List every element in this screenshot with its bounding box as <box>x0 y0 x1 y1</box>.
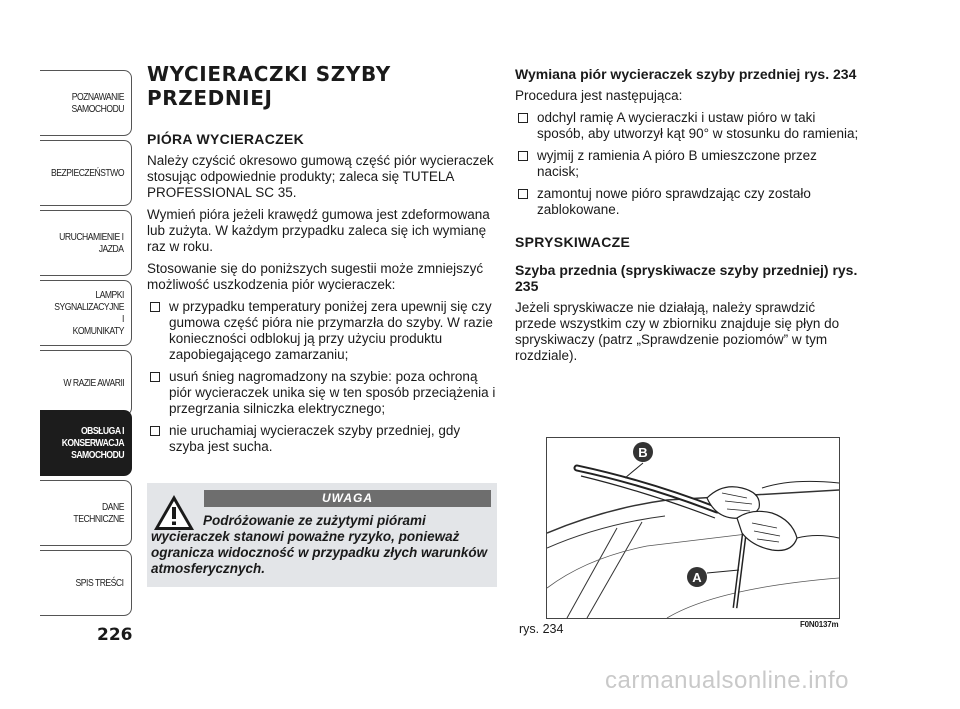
label-b: B <box>638 445 648 460</box>
warning-label: UWAGA <box>204 490 491 507</box>
tab-spis-tresci[interactable] <box>40 550 132 616</box>
subheading: Szyba przednia (spryskiwacze szyby przedniej) rys. 235 <box>515 262 858 294</box>
tab-awarii[interactable] <box>40 350 132 416</box>
tab-label: POZNAWANIE SAMOCHODU <box>71 91 124 115</box>
tab-label: DANE TECHNICZNE <box>73 501 124 525</box>
paragraph: Należy czyścić okresowo gumową część piór wycieraczek stosując odpowiednie produkty; zaleca się TUTELA PROFESSIONAL SC 35. <box>147 153 494 200</box>
tab-dane-techniczne[interactable] <box>40 480 132 546</box>
page-title: WYCIERACZKI SZYBY PRZEDNIEJ <box>147 62 391 110</box>
paragraph: Jeżeli spryskiwacze nie działają, należy sprawdzić przede wszystkim czy w zbiorniku znajduje się płyn do spryskiwaczy (patrz „Sprawdzenie poziomów” w tym rozdziale). <box>515 300 840 363</box>
tab-label: SPIS TREŚCI <box>75 577 124 589</box>
subheading: Wymiana piór wycieraczek szyby przedniej rys. 234 <box>515 66 857 82</box>
list-item: w przypadku temperatury poniżej zera upewnij się czy gumowa część pióra nie przymarzła do szyby. W razie konieczności odblokuj ją przy użyciu produktu zapobiegającego zamarzaniu; <box>147 299 497 363</box>
tab-bezpieczenstwo[interactable] <box>40 140 132 206</box>
tab-uruchamianie[interactable] <box>40 210 132 276</box>
list-item: odchyl ramię A wycieraczki i ustaw pióro w taki sposób, aby utworzył kąt 90° w stosunku do ramienia; <box>515 110 860 142</box>
tab-poznawanie[interactable] <box>40 70 132 136</box>
tab-lampki[interactable] <box>40 280 132 346</box>
right-column <box>515 66 860 370</box>
tab-label: URUCHAMIENIE I JAZDA <box>59 231 124 255</box>
warning-text: Podróżowanie ze zużytymi piórami wycieraczek stanowi poważne ryzyko, ponieważ ogranicza widoczność w przypadku złych warunków atmosferycznych. <box>151 513 488 576</box>
list-item: zamontuj nowe pióro sprawdzając czy zostało zablokowane. <box>515 186 860 218</box>
wiper-drawing <box>547 438 839 618</box>
tab-label: W RAZIE AWARII <box>63 377 124 389</box>
figure-code: F0N0137m <box>800 620 839 629</box>
label-a: A <box>692 570 702 585</box>
list-item: wyjmij z ramienia A pióro B umieszczone przez nacisk; <box>515 148 860 180</box>
left-column <box>147 62 497 461</box>
tab-label: LAMPKI SYGNALIZACYJNE I KOMUNIKATY <box>54 289 124 337</box>
figure-wiper-illustration <box>546 437 840 619</box>
warning-box <box>147 483 497 587</box>
paragraph: Wymień pióra jeżeli krawędź gumowa jest zdeformowana lub zużyta. W każdym przypadku zaleca się ich wymianę raz w roku. <box>147 207 490 254</box>
paragraph: Stosowanie się do poniższych sugestii może zmniejszyć możliwość uszkodzenia piór wycieraczek: <box>147 261 484 292</box>
bullet-list <box>515 110 860 218</box>
tab-obsluga[interactable] <box>40 410 132 476</box>
list-item: usuń śnieg nagromadzony na szybie: poza ochroną piór wycieraczek unika się w ten sposób przeciążenia i przegrzania silniczka elektrycznego; <box>147 369 497 417</box>
watermark: carmanualsonline.info <box>605 667 849 694</box>
page-number: 226 <box>97 625 133 645</box>
list-item: nie uruchamiaj wycieraczek szyby przedniej, gdy szyba jest sucha. <box>147 423 497 455</box>
section-heading: SPRYSKIWACZE <box>515 234 631 250</box>
tab-label: BEZPIECZEŃSTWO <box>50 167 124 179</box>
section-heading: PIÓRA WYCIERACZEK <box>147 131 305 147</box>
figure-caption: rys. 234 <box>519 622 564 636</box>
bullet-list <box>147 299 497 455</box>
tab-label: OBSŁUGA I KONSERWACJA SAMOCHODU <box>61 425 124 461</box>
paragraph: Procedura jest następująca: <box>515 88 683 103</box>
